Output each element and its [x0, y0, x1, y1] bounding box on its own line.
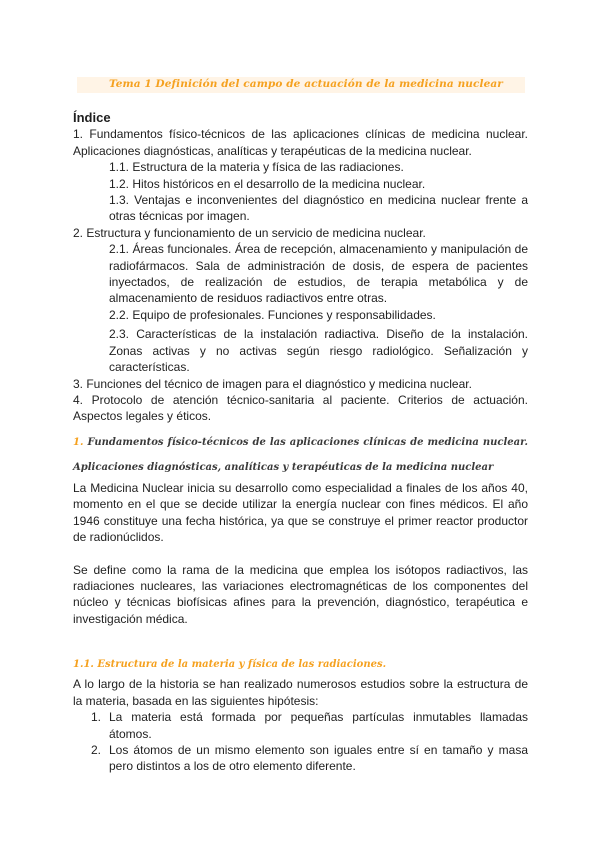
list-item-number: 1.	[91, 710, 102, 725]
index-item: 3. Funciones del técnico de imagen para el diagnóstico y medicina nuclear.	[73, 376, 472, 391]
index-item: 1.1. Estructura de la materia y física de las radiaciones.	[109, 160, 404, 175]
index-heading: Índice	[73, 110, 111, 125]
list-item-text: La materia está formada por pequeñas partículas inmutables llamadas átomos.	[109, 710, 528, 741]
list-item-number: 2.	[91, 743, 102, 758]
section-1-1-heading: 1.1. Estructura de la materia y física de las radiaciones.	[73, 659, 387, 670]
index-item: 2.1. Áreas funcionales. Área de recepción, almacenamiento y manipulación de radiofármacos. Sala de administración de dosis, de espera de pacientes inyectados, de realización de estudios, de terapia metabólica y de almacenamiento de residuos radiactivos entre otras.	[109, 242, 528, 306]
index-item: 4. Protocolo de atención técnico-sanitaria al paciente. Criterios de actuación. Aspectos legales y éticos.	[73, 392, 528, 424]
index-item: 1.2. Hitos históricos en el desarrollo de la medicina nuclear.	[109, 176, 426, 191]
index-item: 2.2. Equipo de profesionales. Funciones y responsabilidades.	[109, 307, 436, 322]
index-item: 2. Estructura y funcionamiento de un servicio de medicina nuclear.	[73, 225, 426, 240]
index-item: 2.3. Características de la instalación radiactiva. Diseño de la instalación. Zonas activas y no activas según riesgo radiológico. Señalización y características.	[109, 327, 528, 375]
section-1-heading	[73, 430, 528, 480]
list-item-text: Los átomos de un mismo elemento son iguales entre sí en tamaño y masa pero distintos a los de otro elemento diferente.	[109, 743, 528, 774]
section-1	[73, 430, 528, 627]
index-section	[73, 110, 528, 425]
list-item	[89, 709, 528, 742]
paragraph: Se define como la rama de la medicina que emplea los isótopos radiactivos, las radiaciones nucleares, las variaciones electromagnéticas de los componentes del núcleo y técnicas biofísicas afines para la prevención, diagnóstico, terapéutica e investigación médica.	[73, 562, 528, 626]
section-1-number: 1.	[73, 437, 84, 448]
paragraph: A lo largo de la historia se han realizado numerosos estudios sobre la estructura de la materia, basada en las siguientes hipótesis:	[73, 677, 528, 708]
numbered-list	[73, 709, 528, 775]
document-title: Tema 1 Definición del campo de actuación de la medicina nuclear	[109, 78, 503, 90]
paragraph: La Medicina Nuclear inicia su desarrollo como especialidad a finales de los años 40, momento en el que se decide utilizar la energía nuclear con fines médicos. El año 1946 constituye una fecha histórica, ya que se construye el primer reactor productor de radionúclidos.	[73, 481, 528, 545]
section-1-1	[73, 657, 528, 775]
section-1-title: Fundamentos físico-técnicos de las aplicaciones clínicas de medicina nuclear. Aplicaciones diagnósticas, analíticas y terapéuticas de la medicina nuclear	[73, 437, 528, 473]
index-item: 1. Fundamentos físico-técnicos de las aplicaciones clínicas de medicina nuclear. Aplicaciones diagnósticas, analíticas y terapéuticas de la medicina nuclear.	[73, 127, 528, 158]
list-item	[89, 742, 528, 775]
index-item: 1.3. Ventajas e inconvenientes del diagnóstico en medicina nuclear frente a otras técnicas por imagen.	[109, 193, 528, 224]
